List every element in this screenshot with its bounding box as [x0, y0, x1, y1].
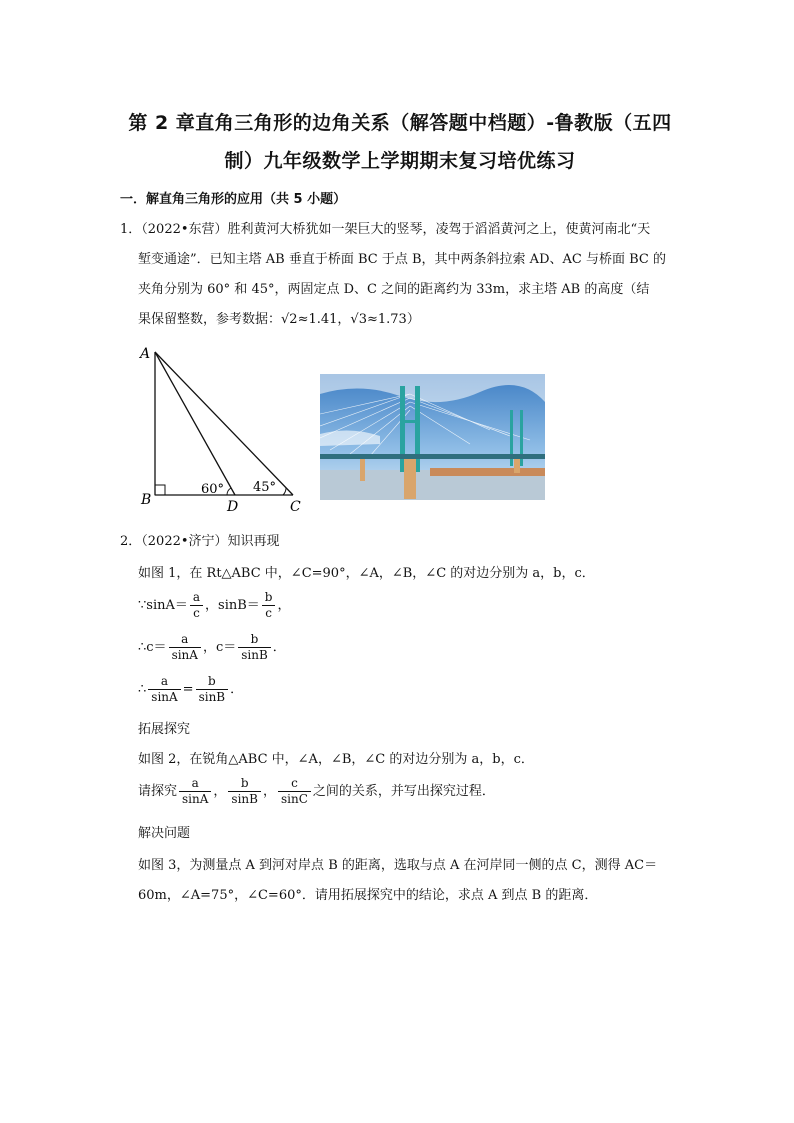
denominator: sinB	[231, 792, 258, 806]
bridge-pier	[514, 459, 520, 473]
fraction-a-over-c	[190, 590, 203, 621]
fraction-b-over-sinb	[238, 632, 271, 663]
bridge-pier	[360, 459, 365, 481]
denominator: sinA	[171, 648, 198, 662]
q2-header	[120, 530, 280, 549]
equals-sign: =	[182, 682, 194, 697]
bridge-deck	[320, 454, 545, 459]
q2-para-5: 60m，∠A=75°，∠C=60°．请用拓展探究中的结论，求点 A 到点 B 的距离．	[138, 888, 598, 903]
q2-label-solve: 解决问题	[138, 826, 191, 841]
label-a: A	[140, 346, 151, 362]
q1-line-2: 堑变通途”．已知主塔 AB 垂直于桥面 BC 于点 B，其中两条斜拉索 AD、AC 与桥面 BC 的	[138, 252, 666, 267]
label-c: C	[290, 499, 301, 515]
document-title-line-2: 制）九年级数学上学期期末复习培优练习	[224, 150, 576, 172]
q2-para-4: 如图 3，为测量点 A 到河对岸点 B 的距离，选取与点 A 在河岸同一侧的点 C，测得 AC＝	[138, 858, 658, 873]
q1-source: （2022•东营）	[141, 222, 228, 237]
angle-45-label: 45°	[253, 480, 277, 495]
punctuation: ．	[230, 682, 244, 697]
separator: ，sinB＝	[205, 598, 260, 613]
angle-45-arc	[283, 488, 286, 495]
q1-text-1: 胜利黄河大桥犹如一架巨大的竖琴，凌驾于滔滔黄河之上，使黄河南北“天	[227, 222, 651, 237]
denominator: sinA	[151, 690, 178, 704]
numerator: a	[190, 590, 203, 606]
explore-prompt-end: 之间的关系，并写出探究过程．	[312, 784, 495, 799]
sqrt2-value: √2≈1.41，	[281, 312, 351, 327]
cable-ad-line	[155, 352, 235, 495]
fraction-a-over-sina	[169, 632, 201, 663]
section-heading: 一．解直角三角形的应用（共 5 小题）	[120, 192, 347, 207]
numerator: a	[179, 776, 211, 792]
denominator: c	[265, 606, 272, 620]
cable-ac-line	[155, 352, 293, 495]
therefore-text: ∴c＝	[138, 640, 167, 655]
label-d: D	[227, 499, 239, 515]
sqrt3-value: √3≈1.73）	[350, 312, 420, 327]
q2-para-2: 如图 2，在锐角△ABC 中，∠A，∠B，∠C 的对边分别为 a，b，c．	[138, 752, 534, 767]
q1-number: 1．	[120, 222, 142, 237]
fraction-a-over-sina	[179, 776, 211, 807]
triangle-figure	[135, 340, 310, 515]
q2-source: （2022•济宁）	[141, 534, 228, 549]
q2-label-explore: 拓展探究	[138, 722, 191, 737]
right-angle-mark	[155, 485, 165, 495]
angle-60-label: 60°	[201, 482, 225, 497]
denominator: sinB	[241, 648, 268, 662]
numerator: b	[228, 776, 261, 792]
numerator: b	[262, 590, 276, 606]
fraction-b-over-sinb	[196, 674, 229, 705]
far-shore	[430, 468, 545, 476]
explore-prompt: 请探究	[138, 784, 178, 799]
q2-therefore-line-2	[138, 674, 243, 705]
numerator: c	[278, 776, 311, 792]
separator: ，	[262, 784, 276, 799]
numerator: b	[196, 674, 229, 690]
separator: ，c＝	[202, 640, 237, 655]
numerator: a	[148, 674, 180, 690]
punctuation: ，	[277, 598, 291, 613]
because-text: ∵sinA＝	[138, 598, 188, 613]
q1-line-1	[120, 218, 650, 237]
q2-therefore-line-1	[138, 632, 286, 663]
bridge-photo	[320, 374, 545, 500]
fraction-b-over-c	[262, 590, 276, 621]
denominator: c	[193, 606, 200, 620]
q2-because-line	[138, 590, 291, 621]
denominator: sinA	[182, 792, 209, 806]
q1-line-4	[138, 308, 420, 327]
denominator: sinB	[198, 690, 226, 704]
document-title-line-1: 第 2 章直角三角形的边角关系（解答题中档题）-鲁教版（五四	[128, 112, 672, 134]
q2-para-1: 如图 1，在 Rt△ABC 中，∠C=90°，∠A，∠B，∠C 的对边分别为 a，b，c．	[138, 566, 595, 581]
q1-text-4: 果保留整数，参考数据：	[138, 312, 282, 327]
separator: ，	[213, 784, 227, 799]
q2-para-3	[138, 776, 495, 807]
q2-label-knowledge: 知识再现	[227, 534, 280, 549]
therefore-text: ∴	[138, 682, 147, 697]
q2-number: 2．	[120, 534, 142, 549]
fraction-b-over-sinb	[228, 776, 261, 807]
punctuation: ．	[272, 640, 286, 655]
bridge-pier	[404, 459, 416, 499]
fraction-a-over-sina	[148, 674, 180, 705]
tower-crossbeam	[400, 420, 420, 423]
q1-line-3: 夹角分别为 60° 和 45°，两固定点 D、C 之间的距离约为 33m，求主塔 AB 的高度（结	[138, 282, 650, 297]
angle-60-arc	[227, 488, 231, 495]
numerator: a	[169, 632, 201, 648]
numerator: b	[238, 632, 271, 648]
denominator: sinC	[280, 792, 308, 806]
label-b: B	[141, 492, 152, 508]
fraction-c-over-sinc	[278, 776, 311, 807]
